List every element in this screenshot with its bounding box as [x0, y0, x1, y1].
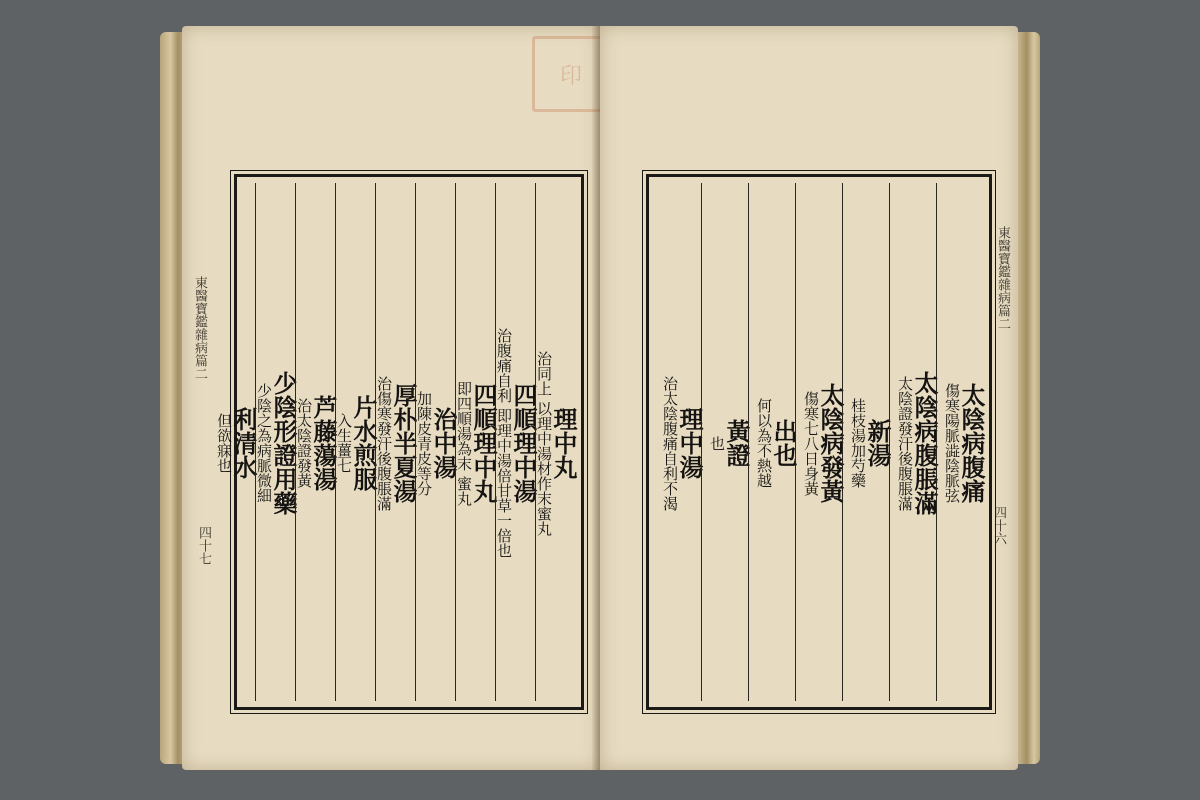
left-page-side-label: 東醫寶鑑雜病篇二 — [192, 276, 207, 380]
left-column-heading: 利清水 — [229, 407, 258, 479]
left-column — [535, 183, 578, 701]
right-column — [701, 183, 751, 701]
left-column — [375, 183, 418, 701]
right-column-note: 治太陰腹痛自利不渴 — [661, 375, 679, 511]
left-column-note: 加陳皮青皮等分 — [415, 390, 433, 496]
right-column-note: 桂枝湯加芍藥 — [849, 398, 867, 488]
right-column-heading: 太陰病發黃 — [816, 383, 845, 503]
open-book — [160, 18, 1040, 778]
right-column — [889, 183, 939, 701]
right-column-heading: 理中湯 — [675, 407, 704, 479]
right-column-note: 也 — [708, 435, 726, 451]
left-page-number: 四十七 — [196, 526, 211, 565]
right-page-number: 四十六 — [991, 506, 1006, 545]
right-column-note: 傷寒陽脈澁陰脈弦 — [943, 383, 961, 503]
left-column-note: 即四順湯為末 蜜丸 — [455, 380, 473, 506]
right-column-heading: 太陰病腹痛 — [957, 383, 986, 503]
right-column — [936, 183, 986, 701]
right-column — [748, 183, 798, 701]
right-column — [842, 183, 892, 701]
right-page-edges — [1016, 32, 1040, 764]
right-column-note: 何以為不熱越 — [755, 398, 773, 488]
left-column — [415, 183, 458, 701]
left-page — [182, 26, 600, 770]
right-column — [655, 183, 704, 701]
left-column-note: 治腹痛自利 即理中湯倍甘草一倍也 — [495, 328, 513, 558]
left-column — [455, 183, 498, 701]
left-column-note: 治傷寒發汗後腹脹滿 — [375, 375, 393, 511]
left-column-note: 治同上 以理中湯材作末蜜丸 — [535, 350, 553, 536]
right-text-frame — [646, 174, 992, 710]
left-column-note: 但欲寐也 — [215, 413, 233, 473]
right-column-heading: 黃證 — [722, 419, 751, 467]
right-column-note: 傷寒七八日身黃 — [802, 390, 820, 496]
left-text-frame — [215, 174, 584, 710]
left-column-note: 治太陰證發黃 — [295, 398, 313, 488]
left-column — [295, 183, 338, 701]
left-column — [495, 183, 538, 701]
left-column-heading: 治中湯 — [429, 407, 458, 479]
left-column — [335, 183, 378, 701]
library-seal-stamp: 印 — [532, 36, 608, 112]
left-column-heading: 理中丸 — [549, 407, 578, 479]
right-column-heading: 出也 — [769, 419, 798, 467]
left-column-heading: 四順理中湯 — [509, 383, 538, 503]
right-column-heading: 太陰病腹脹滿 — [910, 371, 939, 515]
left-column — [215, 183, 258, 701]
left-column-heading: 四順理中丸 — [469, 383, 498, 503]
left-column-note: 入生薑七 — [335, 413, 353, 473]
left-column-note: 少陰之為病脈微細 — [255, 383, 273, 503]
right-column-heading: 新湯 — [863, 419, 892, 467]
left-column-heading: 厚朴半夏湯 — [389, 383, 418, 503]
right-column — [795, 183, 845, 701]
right-page-side-label: 東醫寶鑑雜病篇二 — [995, 226, 1010, 330]
right-column-note: 太陰證發汗後腹脹滿 — [896, 375, 914, 511]
left-column-heading: 片水煎服 — [349, 395, 378, 491]
left-column-heading: 芦藤蕩湯 — [309, 395, 338, 491]
left-column-heading: 少陰形證用藥 — [269, 371, 298, 515]
right-page — [600, 26, 1018, 770]
left-column — [255, 183, 298, 701]
